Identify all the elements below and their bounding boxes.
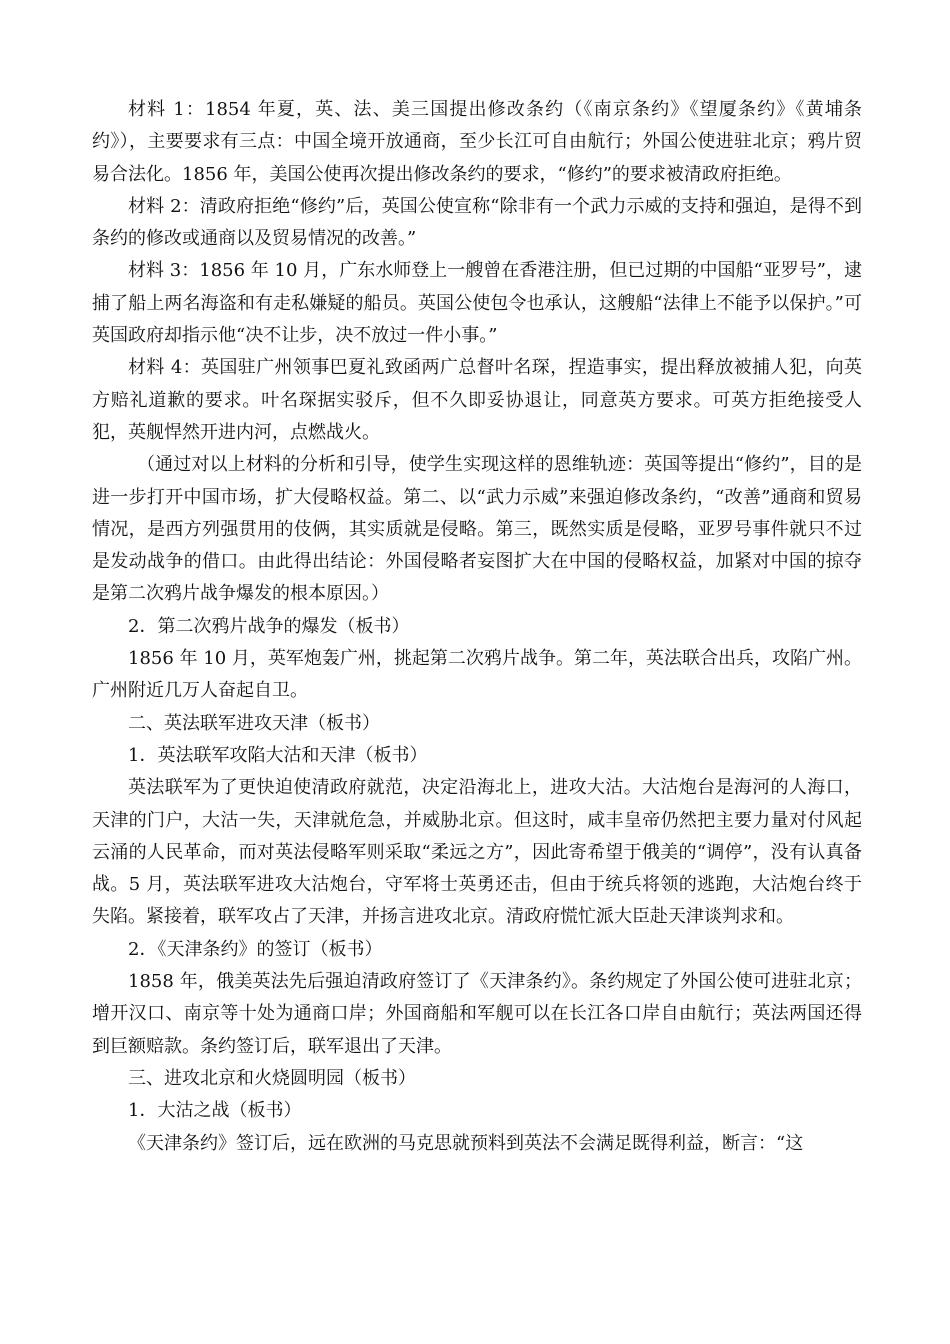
section-heading-outbreak: 2．第二次鸦片战争的爆发（板书） [128, 615, 410, 637]
subheading-dagu-tianjin: 1．英法联军攻陷大沽和天津（板书） [128, 744, 428, 766]
material-1-paragraph: 材料 1：1854 年夏，英、法、美三国提出修改条约（《南京条约》《望厦条约》《黄埔条约》），主要要求有三点：中国全境开放通商，至少长江可自由航行；外国公使进驻北京；鸦片贸易合法化。1856 年，美国公使再次提出修改条约的要求，“修约”的要求被清政府拒绝。 [92, 99, 862, 185]
material-2-paragraph: 材料 2：清政府拒绝“修约”后，英国公使宣称“除非有一个武力示威的支持和强迫，是得不到条约的修改或通商以及贸易情况的改善。” [92, 195, 862, 250]
subheading-treaty-signing: 2．《天津条约》的签订（板书） [128, 938, 383, 960]
material-3-paragraph: 材料 3：1856 年 10 月，广东水师登上一艘曾在香港注册，但已过期的中国船“亚罗号”，逮捕了船上两名海盗和有走私嫌疑的船员。英国公使包令也承认，这艘船“法律上不能予以保护。”可英国政府却指示他“决不让步，决不放过一件小事。” [92, 260, 862, 347]
marx-paragraph: 《天津条约》签订后，远在欧洲的马克思就预料到英法不会满足既得利益，断言：“这 [128, 1132, 804, 1154]
analysis-note-paragraph: （通过对以上材料的分析和引导，使学生实现这样的恩维轨迹：英国等提出“修约”，目的是进一步打开中国市场，扩大侵略权益。第二、以“武力示威”来强迫修改条约，“改善”通商和贸易情况，是西方列强贯用的伎俩，其实质就是侵略。第三，既然实质是侵略，亚罗号事件就只不过是发动战争的借口。由此得出结论：外国侵略者妄图扩大在中国的侵略权益，加紧对中国的掠夺是第二次鸦片战争爆发的根本原因。） [92, 454, 862, 605]
section-heading-tianjin-attack: 二、英法联军进攻天津（板书） [128, 712, 380, 734]
outbreak-paragraph: 1856 年 10 月，英军炮轰广州，挑起第二次鸦片战争。第二年，英法联合出兵，攻陷广州。广州附近几万人奋起自卫。 [92, 648, 862, 702]
material-4-paragraph: 材料 4：英国驻广州领事巴夏礼致函两广总督叶名琛，捏造事实，提出释放被捕人犯，向英方赔礼道歉的要求。叶名琛据实驳斥，但不久即妥协退让，同意英方要求。可英方拒绝接受人犯，英舰悍然开进内河，点燃战火。 [92, 357, 862, 443]
subheading-dagu-battle: 1．大沽之战（板书） [128, 1100, 302, 1122]
dagu-tianjin-paragraph: 英法联军为了更快迫使清政府就范，决定沿海北上，进攻大沽。大沽炮台是海河的人海口，天津的门户，大沽一失，天津就危急，并威胁北京。但这时，咸丰皇帝仍然把主要力量对付风起云涌的人民革命，而对英法侵略军则采取“柔远之方”，因此寄希望于俄美的“调停”，没有认真备战。5 月，英法联军进攻大沽炮台，守军将士英勇还击，但由于统兵将领的逃跑，大沽炮台终于失陷。紧接着，联军攻占了天津，并扬言进攻北京。清政府慌忙派大臣赴天津谈判求和。 [92, 777, 862, 928]
document-body [92, 94, 862, 1160]
treaty-paragraph: 1858 年，俄美英法先后强迫清政府签订了《天津条约》。条约规定了外国公使可进驻北京；增开汉口、南京等十处为通商口岸；外国商船和军舰可以在长江各口岸自由航行；英法两国还得到巨额赔款。条约签订后，联军退出了天津。 [92, 971, 862, 1057]
section-heading-beijing: 三、进攻北京和火烧圆明园（板书） [128, 1067, 416, 1089]
